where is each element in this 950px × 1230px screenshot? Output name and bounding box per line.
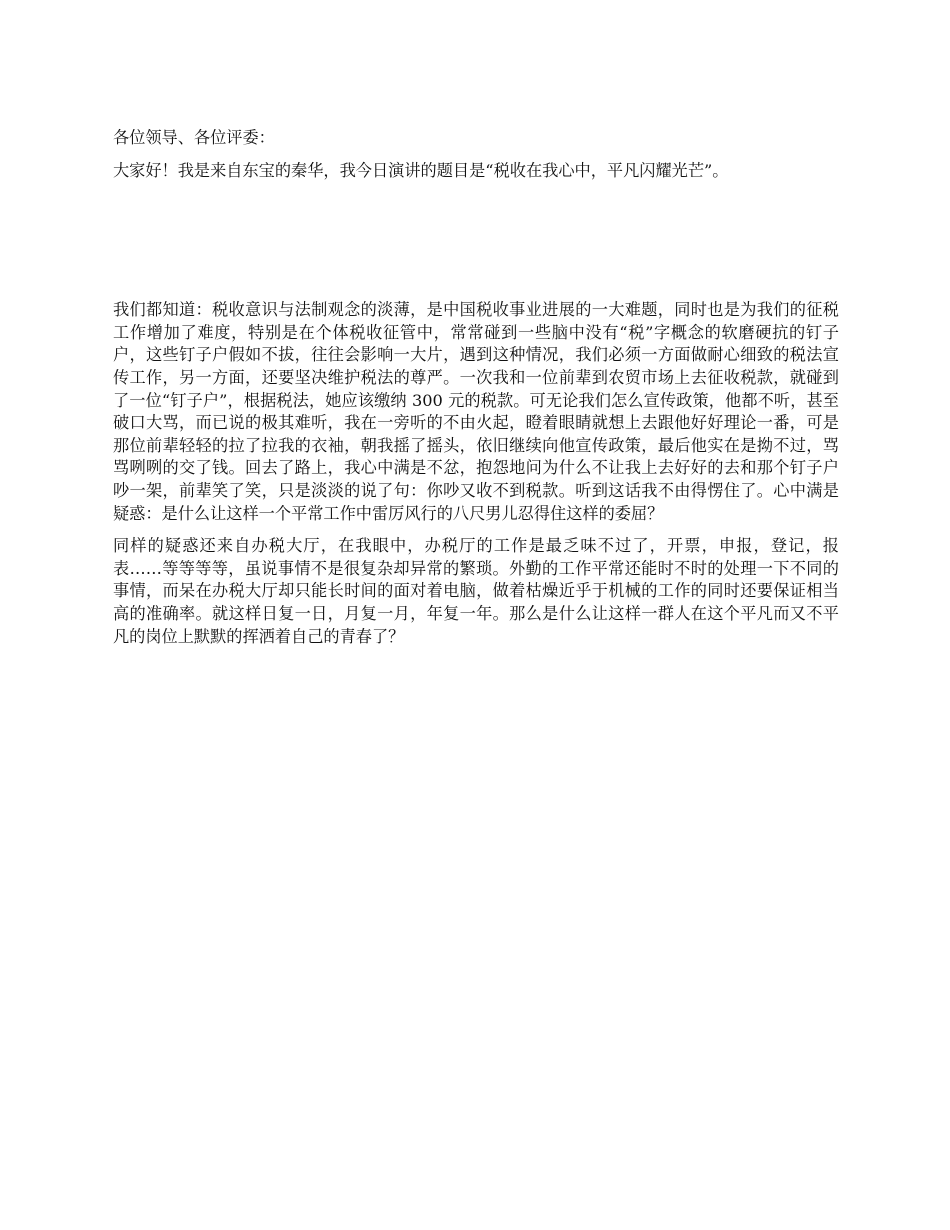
intro-paragraph: 大家好！我是来自东宝的秦华，我今日演讲的题目是“税收在我心中，平凡闪耀光芒”。 [113,160,729,180]
body-paragraph: 同样的疑惑还来自办税大厅，在我眼中，办税厅的工作是最乏味不过了，开票，申报，登记，报表……等等等等，虽说事情不是很复杂却异常的繁琐。外勤的工作平常还能时不时的处理一下不同的事情，而呆在办税大厅却只能长时间的面对着电脑，做着枯燥近乎于机械的工作的同时还要保证相当高的准确率。就这样日复一日，月复一月，年复一年。那么是什么让这样一群人在这个平凡而又不平凡的岗位上默默的挥洒着自己的青春了？ [113,536,839,646]
salutation: 各位领导、各位评委： [113,128,275,147]
document-page [113,127,839,648]
body-paragraph: 我们都知道：税收意识与法制观念的淡薄，是中国税收事业进展的一大难题，同时也是为我们的征税工作增加了难度，特别是在个体税收征管中，常常碰到一些脑中没有“税”字概念的软磨硬抗的钉子户，这些钉子户假如不拔，往往会影响一大片，遇到这种情况，我们必须一方面做耐心细致的税法宣传工作，另一方面，还要坚决维护税法的尊严。一次我和一位前辈到农贸市场上去征收税款，就碰到了一位“钉子户”，根据税法，她应该缴纳 300 元的税款。可无论我们怎么宣传政策，他都不听，甚至破口大骂，而已说的极其难听，我在一旁听的不由火起，瞪着眼睛就想上去跟他好好理论一番，可是那位前辈轻轻的拉了拉我的衣袖，朝我摇了摇头，依旧继续向他宣传政策，最后他实在是拗不过，骂骂咧咧的交了钱。回去了路上，我心中满是不忿，抱怨地问为什么不让我上去好好的去和那个钉子户吵一架，前辈笑了笑，只是淡淡的说了句：你吵又收不到税款。听到这话我不由得愣住了。心中满是疑惑：是什么让这样一个平常工作中雷厉风行的八尺男儿忍得住这样的委屈？ [113,300,839,523]
